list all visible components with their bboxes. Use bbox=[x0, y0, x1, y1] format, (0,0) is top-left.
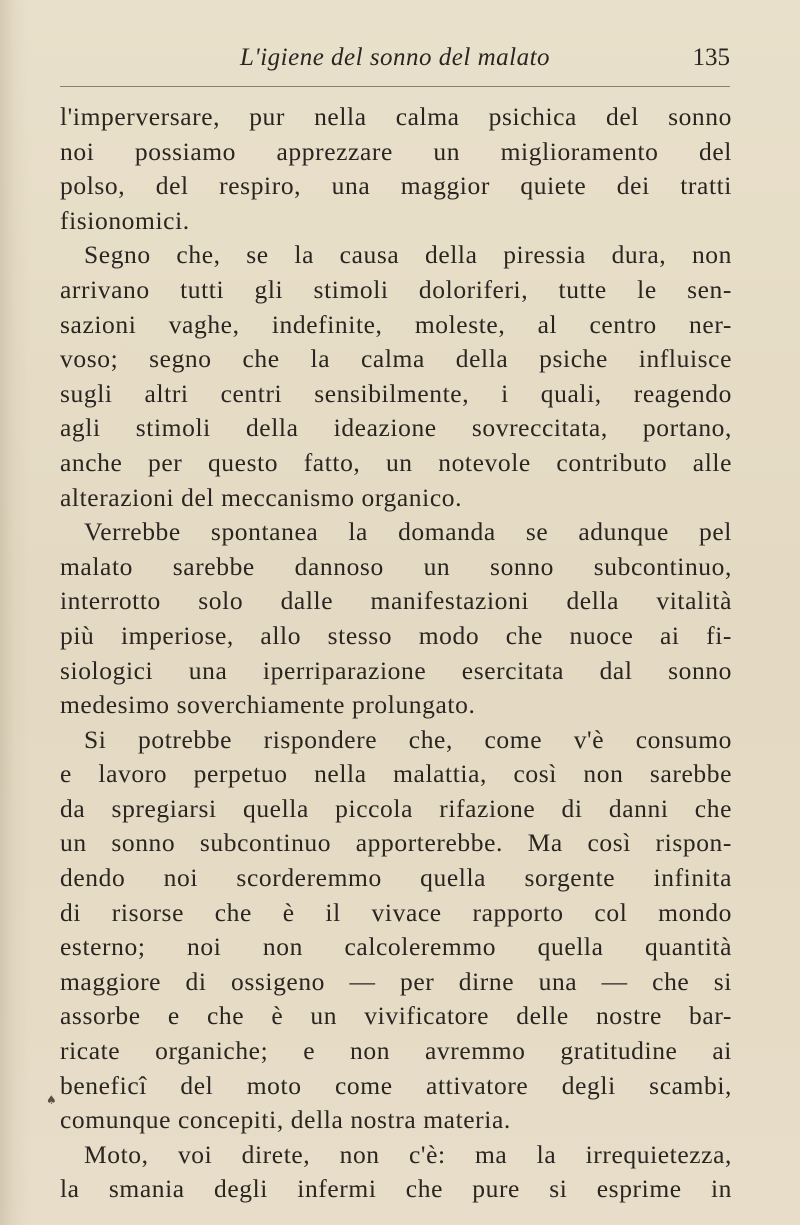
text-line: medesimo soverchiamente prolungato. bbox=[60, 690, 476, 720]
text-line: beneficî del moto come attivatore degli scambi, bbox=[60, 1070, 732, 1100]
text-line: la smania degli infermi che pure si esprime in bbox=[60, 1174, 732, 1204]
text-line: malato sarebbe dannoso un sonno subcontinuo, bbox=[60, 551, 732, 581]
text-line: polso, del respiro, una maggior quiete dei tratti bbox=[60, 171, 732, 201]
text-line: interrotto solo dalle manifestazioni della vitalità bbox=[60, 586, 732, 616]
text-line: da spregiarsi quella piccola rifazione di danni che bbox=[60, 793, 732, 823]
margin-mark-icon: ♠ bbox=[46, 1093, 57, 1107]
text-line: Segno che, se la causa della piressia dura, non bbox=[84, 240, 732, 270]
text-line: assorbe e che è un vivificatore delle nostre bar- bbox=[60, 1001, 732, 1031]
running-head bbox=[60, 44, 730, 84]
body-text bbox=[60, 100, 732, 1207]
text-line: l'imperversare, pur nella calma psichica del sonno bbox=[60, 102, 732, 131]
text-line: alterazioni del meccanismo organico. bbox=[60, 482, 463, 512]
text-line: agli stimoli della ideazione sovreccitata, portano, bbox=[60, 413, 732, 443]
text-line: sugli altri centri sensibilmente, i quali, reagendo bbox=[60, 378, 732, 408]
running-head-title: L'igiene del sonno del malato bbox=[239, 44, 551, 71]
text-line: più imperiose, allo stesso modo che nuoce ai fi- bbox=[60, 620, 732, 650]
text-line: anche per questo fatto, un notevole contributo alle bbox=[60, 447, 732, 477]
text-line: ricate organiche; e non avremmo gratitudine ai bbox=[60, 1036, 732, 1066]
text-line: esterno; noi non calcoleremmo quella quantità bbox=[60, 932, 732, 962]
text-line: comunque concepiti, della nostra materia. bbox=[60, 1105, 511, 1135]
text-line: di risorse che è il vivace rapporto col mondo bbox=[60, 897, 732, 927]
text-line: Si potrebbe rispondere che, come v'è consumo bbox=[84, 724, 732, 754]
text-line: maggiore di ossigeno — per dirne una — che si bbox=[60, 966, 732, 996]
text-line: fisionomici. bbox=[60, 205, 190, 235]
text-line: noi possiamo apprezzare un miglioramento del bbox=[60, 136, 732, 166]
text-line: Moto, voi direte, non c'è: ma la irrequietezza, bbox=[84, 1139, 732, 1169]
text-line: voso; segno che la calma della psiche influisce bbox=[60, 344, 732, 374]
page-number: 135 bbox=[692, 44, 730, 71]
text-line: siologici una iperriparazione esercitata dal sonno bbox=[60, 655, 732, 685]
text-line: arrivano tutti gli stimoli doloriferi, tutte le sen- bbox=[60, 274, 732, 304]
text-line: dendo noi scorderemmo quella sorgente infinita bbox=[60, 863, 732, 893]
header-rule bbox=[60, 86, 730, 87]
text-line: e lavoro perpetuo nella malattia, così non sarebbe bbox=[60, 759, 732, 789]
text-line: sazioni vaghe, indefinite, moleste, al centro ner- bbox=[60, 309, 732, 339]
text-line: un sonno subcontinuo apporterebbe. Ma così rispon- bbox=[60, 828, 732, 858]
text-line: Verrebbe spontanea la domanda se adunque pel bbox=[84, 517, 732, 547]
